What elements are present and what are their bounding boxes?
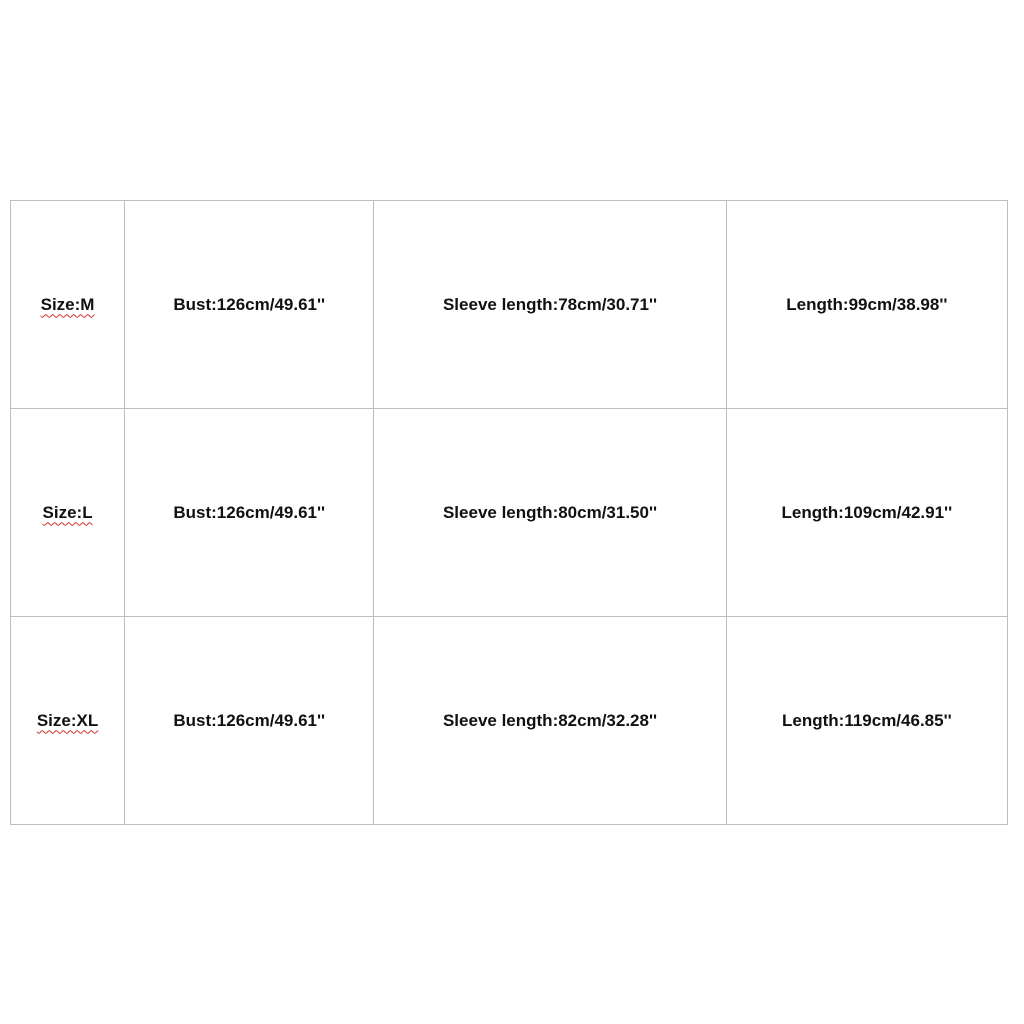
bust-cell: Bust:126cm/49.61'' xyxy=(125,617,374,825)
size-label: Size:M xyxy=(40,294,95,314)
size-cell xyxy=(11,617,125,825)
sleeve-length-cell: Sleeve length:78cm/30.71'' xyxy=(374,201,726,409)
bust-cell: Bust:126cm/49.61'' xyxy=(125,201,374,409)
table-row xyxy=(11,201,1008,409)
bust-cell: Bust:126cm/49.61'' xyxy=(125,409,374,617)
length-cell: Length:119cm/46.85'' xyxy=(726,617,1007,825)
size-label: Size:L xyxy=(42,502,93,522)
size-label: Size:XL xyxy=(36,710,99,730)
sleeve-length-cell: Sleeve length:82cm/32.28'' xyxy=(374,617,726,825)
sleeve-length-cell: Sleeve length:80cm/31.50'' xyxy=(374,409,726,617)
length-cell: Length:109cm/42.91'' xyxy=(726,409,1007,617)
size-chart-table xyxy=(10,200,1008,825)
size-cell xyxy=(11,409,125,617)
table-row xyxy=(11,617,1008,825)
table-row xyxy=(11,409,1008,617)
length-cell: Length:99cm/38.98'' xyxy=(726,201,1007,409)
size-cell xyxy=(11,201,125,409)
